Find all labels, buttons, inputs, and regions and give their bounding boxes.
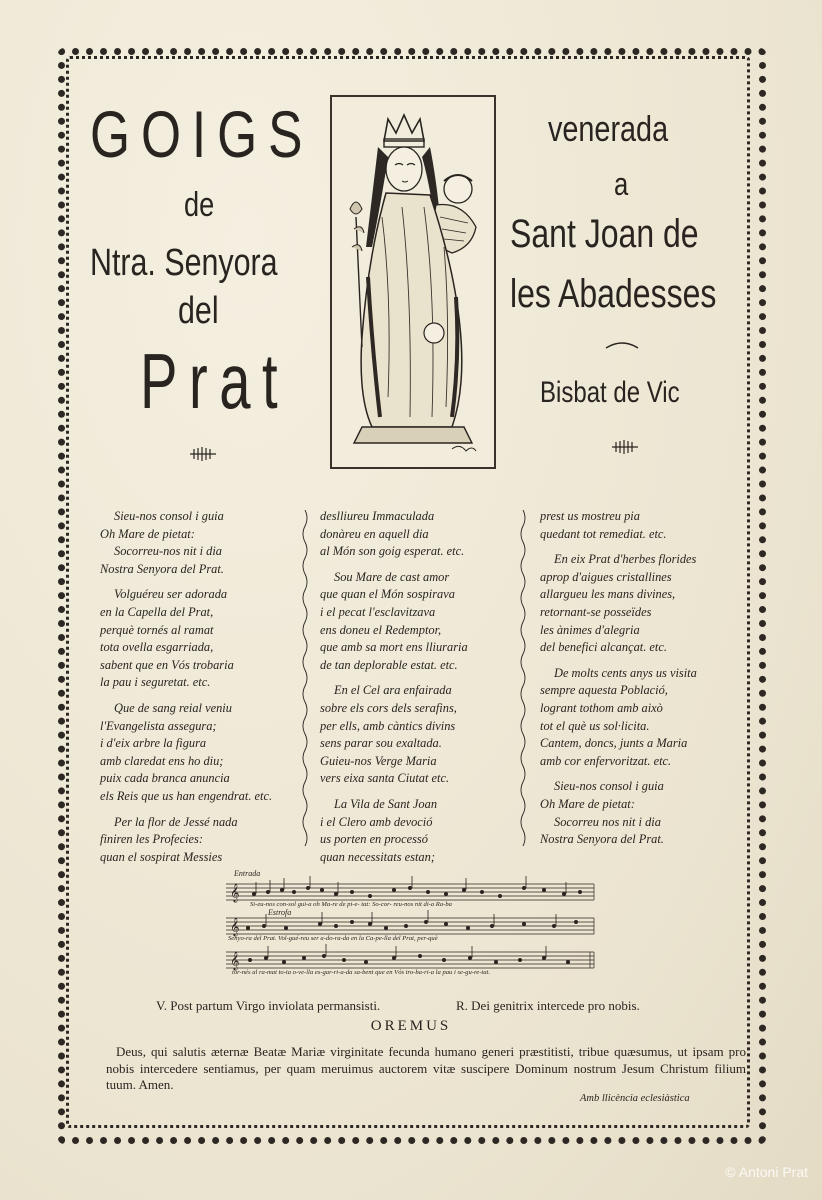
- verse-line: amb claredat ens ho diu;: [100, 753, 224, 768]
- svg-text:𝄞: 𝄞: [230, 951, 240, 970]
- music-lyrics-line-2: Senyo-ra del Prat. Vol-gué-reu ser a-do-ra-da en la Ca-pe-lla del Prat, per-què: [228, 935, 438, 942]
- verse-line: Que de sang reial veniu: [114, 700, 232, 715]
- title-prat: Prat: [140, 337, 290, 425]
- verses-left-column: [100, 508, 272, 866]
- music-lyrics-line-1: Si-eu-nos con-sol gui-a oh Ma-re de pi-e- tat: So-cor- reu-nos nit di-a Ra-ba: [250, 901, 452, 908]
- right-ornament-icon: [608, 440, 642, 454]
- verse-line: En el Cel ara enfairada: [334, 683, 452, 698]
- verse-line: sempre aquesta Població,: [540, 683, 668, 698]
- left-ornament-icon: [186, 447, 220, 461]
- title-a: a: [614, 166, 629, 202]
- verse-line: que quan el Món sospirava: [320, 587, 455, 602]
- ecclesiastical-license: Amb llicència eclesiàstica: [580, 1093, 690, 1104]
- verse-line: us porten en processó: [320, 832, 428, 847]
- verse-line: Sieu-nos consol i guia: [114, 509, 224, 523]
- verse-line: i el pecat l'esclavitzava: [320, 604, 436, 619]
- verse-line: donàreu en aquell dia: [320, 526, 429, 541]
- title-ntra-senyora: Ntra. Senyora: [90, 242, 278, 284]
- svg-text:𝄞: 𝄞: [230, 883, 240, 902]
- verse-line: per ells, amb càntics divins: [320, 718, 456, 733]
- verse-line: en la Capella del Prat,: [100, 604, 214, 619]
- verse-line: quan necessitats estan;: [320, 849, 435, 864]
- verse-line: sobre els cors dels serafins,: [320, 700, 457, 715]
- verse-line: retornant-se posseïdes: [540, 604, 652, 619]
- verse-line: i el Clero amb devoció: [320, 814, 433, 829]
- prayer-paragraph: Deus, qui salutis æternæ Beatæ Mariæ virginitate fecunda humano generi præstitisti, tribue quæsumus, ut ipsam pro nobis intercedere sentiamus, per quam meruimus auctorem vitæ suscipere Dominum nostrum Jesum Christum filium tuum. Amen.: [106, 1044, 746, 1093]
- versicle-text: V. Post partum Virgo inviolata permansisti.: [156, 998, 381, 1013]
- verse-line: Oh Mare de pietat:: [540, 796, 635, 811]
- verse-line: finiren les Profecies:: [100, 832, 203, 847]
- title-venerada: venerada: [548, 108, 669, 149]
- response-text: R. Dei genitrix intercede pro nobis.: [456, 998, 640, 1013]
- verse-line: logrant tothom amb això: [540, 700, 663, 715]
- verse-line: del benefici alcançat. etc.: [540, 640, 667, 655]
- verse-line: aprop d'aigues cristallines: [540, 569, 672, 584]
- verse-line: De molts cents anys us visita: [554, 665, 697, 680]
- verse-line: ens doneu el Redemptor,: [320, 622, 442, 637]
- verse-line: quan el sospirat Messies: [100, 849, 223, 864]
- verse-line: Volguéreu ser adorada: [114, 587, 228, 602]
- tilde-ornament: [604, 338, 640, 352]
- verse-line: Nostra Senyora del Prat.: [100, 561, 224, 576]
- column-divider-right: [518, 510, 528, 850]
- verse-line: amb cor enfervoritzat. etc.: [540, 753, 672, 768]
- title-goigs: GOIGS: [90, 97, 314, 171]
- verse-line: Oh Mare de pietat:: [100, 526, 195, 541]
- verse-line: prest us mostreu pia: [540, 509, 640, 523]
- music-label-estrofa: Estrofa: [268, 908, 292, 917]
- verse-line: la pau i seguretat. etc.: [100, 675, 211, 690]
- virgin-and-child-illustration: [330, 95, 496, 469]
- verse-line: al Món son goig esperat. etc.: [320, 544, 465, 559]
- title-bisbat: Bisbat de Vic: [540, 376, 680, 409]
- music-label-entrada: Entrada: [234, 869, 261, 878]
- verse-line: tot el què us sol·licita.: [540, 718, 650, 733]
- verse-line: deslliureu Immaculada: [320, 509, 435, 523]
- verse-line: Nostra Senyora del Prat.: [540, 832, 664, 847]
- svg-text:𝄞: 𝄞: [230, 917, 240, 936]
- verse-line: les ànimes d'alegria: [540, 622, 640, 637]
- verse-line: La Vila de Sant Joan: [334, 796, 438, 811]
- verse-line: perquè tornés al ramat: [100, 622, 214, 637]
- verse-line: vers eixa santa Ciutat etc.: [320, 771, 450, 786]
- verse-line: Sou Mare de cast amor: [334, 569, 450, 584]
- music-lyrics-line-3: tor-nés al ra-mat to-ta o-ve-lla es-gar-ri-a-da sa-bent que en Vós tro-ba-ri-a la pau i se-gu-re-tat.: [232, 969, 491, 976]
- verse-line: En eix Prat d'herbes florides: [554, 552, 697, 567]
- verse-line: Sieu-nos consol i guia: [554, 779, 664, 794]
- verse-line: de tan deplorable estat. etc.: [320, 657, 458, 672]
- verse-line: Cantem, doncs, junts a Maria: [540, 736, 688, 751]
- verse-line: sabent que en Vós trobaria: [100, 657, 234, 672]
- music-staves: [224, 872, 598, 982]
- verse-line: tota ovella esgarriada,: [100, 640, 214, 655]
- verse-line: sens parar sou exaltada.: [320, 736, 442, 751]
- verse-line: allargueu les mans divines,: [540, 587, 676, 602]
- oremus-heading: OREMUS: [370, 1018, 452, 1034]
- title-del: del: [178, 290, 219, 332]
- column-divider-left: [300, 510, 310, 850]
- verse-line: l'Evangelista assegura;: [100, 718, 217, 733]
- copyright-credit: © Antoni Prat: [725, 1164, 808, 1180]
- verse-line: Socorreu nos nit i dia: [554, 814, 661, 829]
- verse-line: i d'eix arbre la figura: [100, 736, 207, 751]
- verses-right-column: [540, 508, 697, 849]
- verse-line: quedant tot remediat. etc.: [540, 526, 667, 541]
- verse-line: que amb sa mort ens lliuraria: [320, 640, 468, 655]
- title-abadesses: les Abadesses: [510, 272, 717, 316]
- verses-middle-column: [320, 508, 468, 866]
- verse-line: Socorreu-nos nit i dia: [114, 544, 222, 559]
- verse-line: els Reis que us han engendrat. etc.: [100, 788, 273, 803]
- verse-line: Guieu-nos Verge Maria: [320, 753, 437, 768]
- music-score: [224, 869, 598, 982]
- madonna-statue-icon: [332, 97, 494, 467]
- title-de: de: [184, 186, 215, 224]
- verse-line: Per la flor de Jessé nada: [114, 814, 238, 829]
- verse-line: puix cada branca anuncia: [100, 771, 230, 786]
- title-sant-joan: Sant Joan de: [510, 212, 699, 256]
